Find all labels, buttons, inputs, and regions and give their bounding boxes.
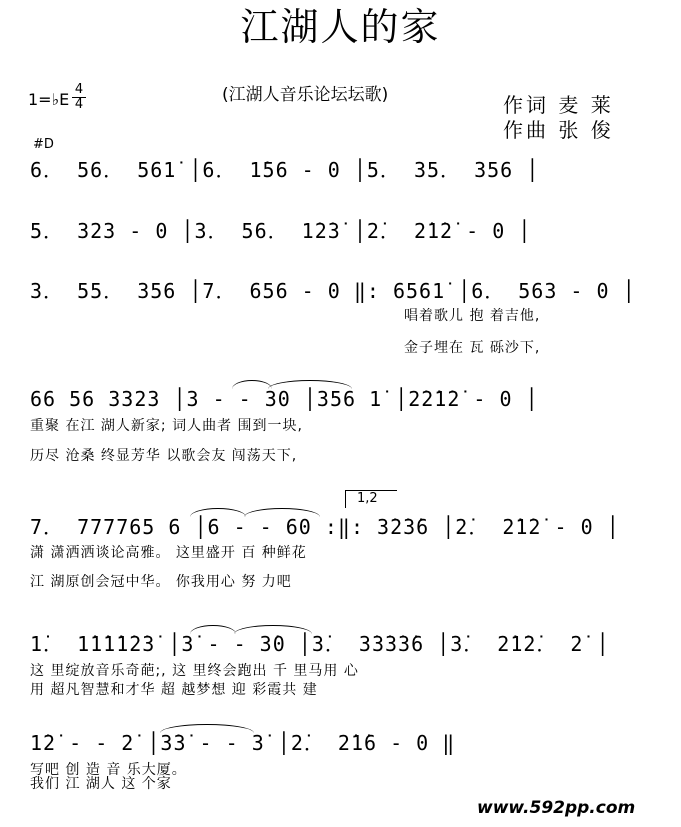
song-subtitle: (江湖人音乐论坛坛歌): [222, 85, 389, 105]
lyric-row-5-verse-2: 江 湖原创会冠中华。 你我用心 努 力吧: [30, 574, 292, 590]
time-signature-top: 4: [72, 83, 86, 98]
score-row-4: 66 56 3323 │3 - - 30 │356 1̇ │2̇2̇1̇2̇ - 0 │: [30, 387, 539, 411]
lyric-row-3-verse-2: 金子埋在 瓦 砾沙下,: [404, 340, 541, 356]
key-change-marking: #D: [33, 137, 54, 152]
tie-row-6-b: [234, 625, 312, 634]
lyric-row-5-verse-1: 潇 潇洒洒谈论高雅。 这里盛开 百 种鲜花: [30, 545, 307, 561]
tie-row-4-b: [268, 380, 352, 389]
song-title: 江湖人的家: [240, 5, 441, 49]
lyric-row-4-verse-1: 重聚 在江 湖人新家; 词人曲者 围到一块,: [30, 418, 303, 434]
time-signature-bottom: 4: [74, 97, 84, 112]
score-row-5: 7． 777765 6 │6 - - 60 :‖: 3̇2̇3̇6 │2̇． 2̇1̇2̇ - 0 │: [30, 515, 620, 539]
key-signature: 1=♭E: [28, 90, 70, 109]
volta-label: 1,2: [357, 491, 378, 506]
tie-row-4-a: [232, 380, 272, 389]
lyric-row-6-verse-1: 这 里绽放音乐奇葩;, 这 里终会跑出 千 里马用 心: [30, 663, 359, 679]
website-watermark: www.592pp.com: [477, 798, 636, 818]
tie-row-6-a: [190, 625, 236, 634]
lyric-row-6-verse-2: 用 超凡智慧和才华 超 越梦想 迎 彩霞共 建: [30, 682, 318, 698]
lyricist-credit: 作词 麦 莱: [503, 93, 614, 117]
score-row-6: 1̇． 1̇1̇1̇1̇2̇3̇ │3̇ - - 3̇0 │3̇． 3̇3̇3̇3̇6 │3̇． 2̇1̇2̇． 2̇ │: [30, 632, 610, 656]
volta-bracket-left: [345, 490, 346, 508]
tie-row-7: [160, 724, 254, 733]
composer-credit: 作曲 张 俊: [503, 118, 614, 142]
score-row-1: 6． 56． 561̇ │6． 1̇56 - 0 │5． 35． 356 │: [30, 158, 540, 182]
tie-row-5-a: [190, 508, 246, 517]
lyric-row-7-verse-2: 我们 江 湖人 这 个家: [30, 776, 172, 792]
lyric-row-7-verse-1: 写吧 创 造 音 乐大厦。: [30, 762, 187, 778]
tie-row-5-b: [244, 508, 320, 517]
score-row-2: 5． 323 - 0 │3． 56． 1̇2̇3̇ │2̇． 2̇1̇2̇ - 0 │: [30, 219, 532, 243]
score-row-7: 1̇2̇ - - 2̇ │3̇3̇ - - 3̇ │2̇． 2̇1̇6 - 0 ‖: [30, 731, 456, 755]
lyric-row-4-verse-2: 历尽 沧桑 终显芳华 以歌会友 闯荡天下,: [30, 448, 298, 464]
score-row-3: 3． 55． 356 │7． 656 - 0 ‖: 6561̇ │6． 563 - 0 │: [30, 279, 636, 303]
lyric-row-3-verse-1: 唱着歌儿 抱 着吉他,: [404, 308, 541, 324]
time-signature: [72, 83, 86, 112]
